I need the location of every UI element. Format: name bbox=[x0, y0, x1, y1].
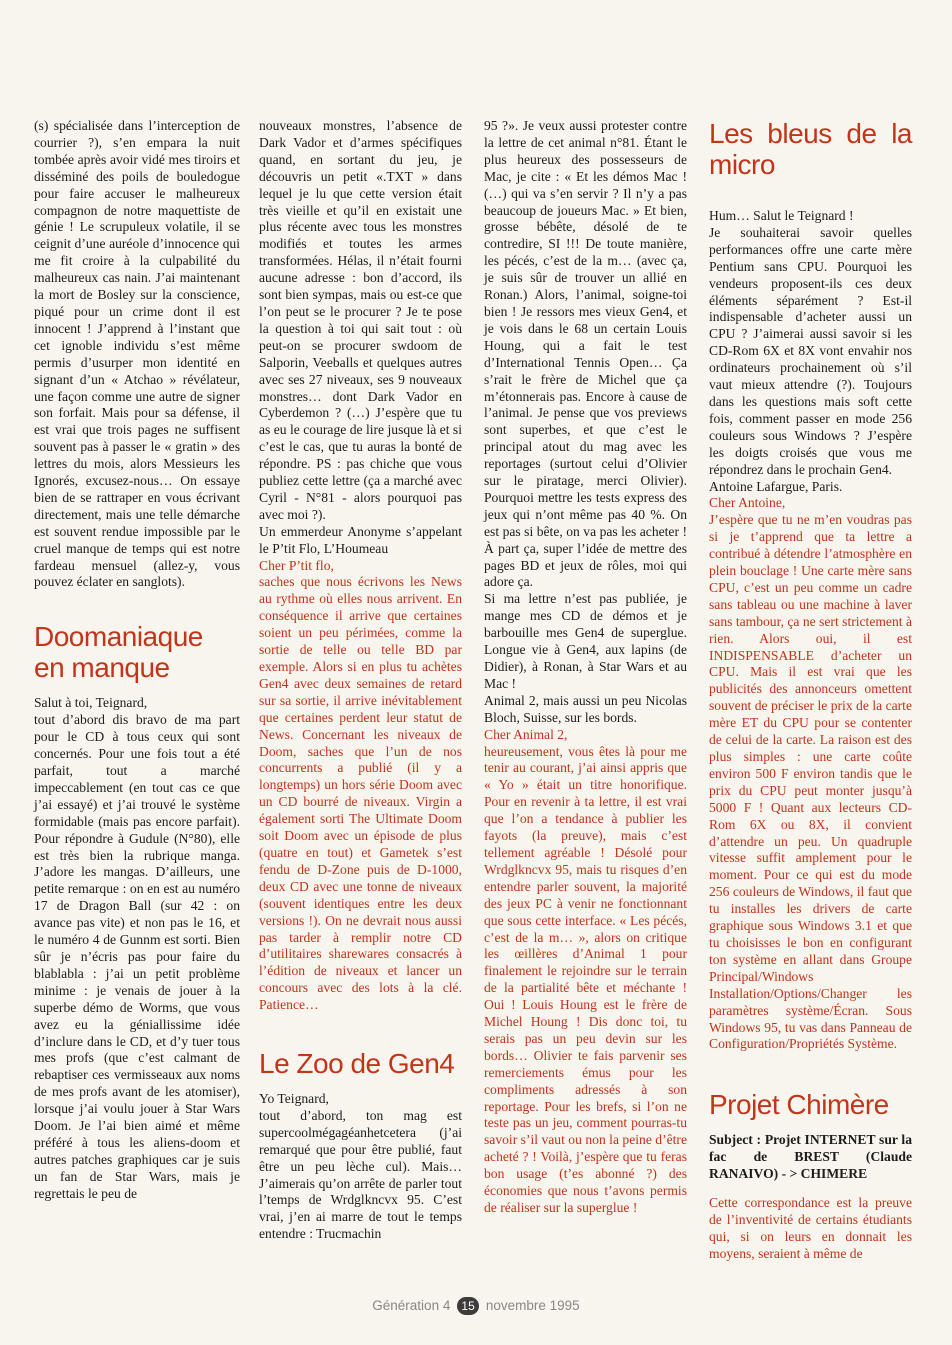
letter-greeting: Hum… Salut le Teignard ! bbox=[709, 208, 854, 223]
letter-signature: Un emmerdeur Anonyme s’appelant le P’tit Flo, L’Houmeau bbox=[259, 523, 462, 556]
letter-greeting: Yo Teignard, bbox=[259, 1091, 329, 1107]
section-title-bleus: Les bleus de la micro bbox=[709, 118, 912, 180]
magazine-name: Génération 4 bbox=[372, 1298, 451, 1313]
column-2 bbox=[259, 118, 462, 1243]
page-number: 15 bbox=[457, 1297, 479, 1315]
section-title-chimere: Projet Chimère bbox=[709, 1089, 889, 1121]
reply-greeting: Cher P’tit flo, bbox=[259, 557, 334, 573]
letter-text: Je souhaiterai savoir quelles performances offre une carte mère Pentium sans CPU. Pourquoi les vendeurs proposent-ils ces deux éléments séparément ? Est-il indispensable d’acheter aussi un CPU ? J’aimerai aussi savoir si les CD-Rom 6X et 8X vont envahir nos ordinateurs prochainement où s’il vaut mieux attendre (?). Toujours dans les questions mais soft cette fois, comment passer en mode 256 couleurs sous Windows ? J’espère les doigts croisés que vous me répondrez dans le prochain Gen4. bbox=[709, 224, 912, 477]
section-title-doomaniaque: Doomaniaque en manque bbox=[34, 621, 203, 684]
letter-text: tout d’abord dis bravo de ma part pour le CD à tous ceux qui sont concernés. Pour une fois tout a été parfait, tout a marché impeccablement (en tout cas ce que j’ai essayé) et j’ai trouvé le système formidable (mais pas encore parfait). Pour répondre à Gudule (N°80), elle est très bien la rubrique manga. J’adore les mangas. D’ailleurs, une petite remarque : on en est au numéro 17 de Dragon Ball (sur 42 : on avance pas vite) et non pas le 16, et le numéro 4 de Gunnm est sorti. Bien sûr je n’écris pas pour faire du blablabla : j’ai un petit problème minime : je venais de jouer à la superbe démo de Worms, que vous avez eu la géniallissime idée d’inclure dans le CD, et d’y tuer tous mes profs (que c’est calmant de rebaptiser ces vermisseaux aux noms de mes profs avant de les atomiser), lorsque j’ai voulu jouer à Star Wars Doom. Je l’ai bien aimé et même préféré à tous les aliens-doom et autres patches graphiques car je suis un fan de Star Wars, mais je regrettais le peu de bbox=[34, 712, 240, 1201]
email-subject: Subject : Projet INTERNET sur la fac de BREST (Claude RANAIVO) - > CHIMERE bbox=[709, 1132, 912, 1182]
reply-text: J’espère que tu ne m’en voudras pas si je t’apprend que ta lettre a contribué à détendre l’atmosphère en plein bouclage ! Une carte mère sans CPU, c’est un peu comme un cadre sans tableau ou une machine à laver sans tambour, ça ne sert strictement à rien. Alors oui, il est INDISPENSABLE d’acheter un CPU. Mais il est vrai que les publicités des annonceurs omettent souvent de préciser le prix de la carte mère ET du CPU pour se contenter de celui de la carte. La raison est des plus simples : une carte coûte environ 500 F environ tandis que le prix du CPU peut monter jusqu’à 5000 F ! Quant aux lecteurs CD-Rom 6X ou 8X, il convient d’attendre un peu. Un quadruple vitesse suffit amplement pour le moment. Pour ce qui est du mode 256 couleurs de Windows, il faut que tu installes les drivers de carte graphique sous Windows 3.1 et que tu choisisses le bon en configurant ton système en allant dans Groupe Principal/Windows Installation/Options/Changer les paramètres système/Écran. Sous Windows 95, tu vas dans Panneau de Configuration/Propriétés Système. bbox=[709, 512, 912, 1052]
letter-signature: Antoine Lafargue, Paris. bbox=[709, 478, 843, 494]
column-1 bbox=[34, 118, 240, 1203]
letter-text: nouveaux monstres, l’absence de Dark Vador et d’armes spécifiques quand, en sortant du jeu, je découvris un petit «.TXT » dans lequel je lu que cette version était très vieille et qu’il en existait une plus récente avec tous les monstres modifiés et toutes les armes transformées. Hélas, il n’était fourni aucune adresse : bon d’accord, ils sont bien sympas, mais ou est-ce que l’on peut se le procurer ? Je te pose la question à toi qui sait tout : où peut-on se procurer swdoom de Salporin, Veeballs et quelques autres avec ses 27 niveaux, ses 9 nouveaux monstres… dont Dark Vador en Cyberdemon ? (…) J’espère que tu as eu le courage de lire jusque là et si c’est le cas, que tu auras la bonté de répondre. PS : pas chiche que vous publiez cette lettre (ça a marché avec Cyril - N°81 - alors pourquoi pas avec moi ?). bbox=[259, 118, 462, 522]
reply-text: saches que nous écrivons les News au rythme où elles nous arrivent. En conséquence il arrive que certaines soient un peu périmées, comme la sortie de telle ou telle BD par exemple. Alors si en plus tu achètes Gen4 avec deux semaines de retard sur sa sortie, il arrive inévitablement que certaines perdent leur statut de News. Concernant les niveaux de Doom, saches que l’un de nos concurrents a publié (il y a longtemps) un hors série Doom avec un CD bourré de niveaux. Virgin a également sorti The Ultimate Doom soit Doom avec un épisode de plus (quatre en tout) et Gametek s’est fendu de D-Zone puis de D-1000, deux CD avec une tonne de niveaux (souvent identiques entre les deux versions !). On ne devrait nous aussi pas tarder à remplir notre CD d’utilitaires sharewares consacrés à l’édition de niveaux et lancer un concours avec des lots à la clé. Patience… bbox=[259, 574, 462, 1013]
letter-text: (s) spécialisée dans l’interception de courrier ?), s’en empara la nuit tombée après avoir vidé mes tiroirs et disséminé des poils de bouledogue pour faire accuser le malheureux compagnon de notre maquettiste de génie ! Le scrupuleux volatile, il se ceignit d’une auréole d’innocence qui me fit croire à la culpabilité du malheureux cas nain. J’ai maintenant la mort de Bosley sur la conscience, piqué pour un crime dont il est innocent ! J’apprend à l’instant que cet ignoble individu s’est même permis d’usurper mon identité en signant d’un « Atchao » révélateur, une façon comme une autre de signer son forfait. Mais pour sa défense, il est vrai que trois pages ne suffisent souvent pas à passer le « gratin » des lettres du mois, alors Messieurs les Ignorés, excusez-nous… On essaye bien de se rattraper en vous écrivant directement, mais une telle démarche est souvent rendue impossible par le cruel manque de temps qui est notre fardeau mensuel (allez-y, vous pouvez éclater en sanglots). bbox=[34, 118, 240, 590]
column-3 bbox=[484, 118, 687, 1217]
letter-signature: Animal 2, mais aussi un peu Nicolas Bloch, Suisse, sur les bords. bbox=[484, 692, 687, 725]
section-title-zoo: Le Zoo de Gen4 bbox=[259, 1048, 455, 1080]
letter-greeting: Salut à toi, Teignard, bbox=[34, 695, 148, 711]
reply-text: heureusement, vous êtes là pour me tenir au courant, j’ai ainsi appris que « Yo » était un titre honorifique. Pour en revenir à ta lettre, il est vrai que l’on a tendance à publier les fayots (la preuve), mais c’est tellement agréable ! Désolé pour Wrdglkncvx 95, mais tu risques d’en entendre parler souvent, la majorité des jeux PC à venir ne fonctionnant que sous cette interface. « Les pécés, c’est de la m… », alors on critique les œillères d’Animal 1 pour finalement le rejoindre sur le terrain de la partialité bête et méchante ! Oui ! Louis Houng est le frère de Michel Houng ! Dis donc toi, tu serais pas un peu devin sur les bords… Olivier te fais parvenir ses remerciements émus pour les compliments adressés à son reportage. Pour les brefs, si l’on ne teste pas un jeu, comment pourras-tu savoir s’il vaut ou non la peine d’être acheté ? ! Voilà, j’espère que tu feras bon usage (t’es abonné ?) des économies que nous t’avons permis de réaliser sur la superglue ! bbox=[484, 743, 687, 1215]
reply-text: Cette correspondance est la preuve de l’inventivité de certains étudiants qui, si on leurs en donnait les moyens, seraient à même de bbox=[709, 1195, 912, 1261]
reply-greeting: Cher Antoine, bbox=[709, 495, 786, 511]
letter-text: Si ma lettre n’est pas publiée, je mange mes CD de démos et je barbouille mes Gen4 de superglue. Longue vie à Gen4, aux lapins (de Didier), à Ronan, à Star Wars et au Mac ! bbox=[484, 591, 687, 691]
letter-text: tout d’abord, ton mag est supercoolmégagéanhetcetera (j’ai remarqué que pour être publié, faut être un peu lèche cul). Mais… J’aimerais qu’on arrête de parler tout l’temps de Wrdglkncvx 95. C’est vrai, j’en ai marre de tout le temps entendre : Trucmachin bbox=[259, 1107, 462, 1242]
letter-text: 95 ?». Je veux aussi protester contre la lettre de cet animal n°81. Étant le plus heureux des possesseurs de Mac, je cite : « Et les démos Mac ! (…) qui va s’en servir ? Il n’y a pas beaucoup de joueurs Mac. » Et bien, grosse bébête, désolé de te contredire, SI !!! De toute manière, les pécés, c’est de la m… (avec ça, je suis sûr de trouver un allié en Ronan.) Alors, l’animal, soigne-toi bien ! Je ressors mes vieux Gen4, et je vois dans le 68 un certain Louis Houng, qui a fait le test d’International Tennis Open… Ça s’rait le frère de Michel que ça m’étonnerais pas. Encore à cause de l’animal. Je pense que vos previews sont superbes, et que c’est le principal atout du mag avec les reportages (surtout celui d’Olivier sur le piratage, merci Olivier). Pourquoi mettre les tests express des jeux qui n’ont même pas 40 %. On est pas si bête, on va pas les acheter ! À part ça, super l’idée de mettre des pages BD et jeux de rôles, moi qui adore ça. bbox=[484, 118, 687, 590]
issue-date: novembre 1995 bbox=[485, 1298, 580, 1313]
column-4 bbox=[709, 118, 912, 1263]
page-footer bbox=[0, 1297, 952, 1315]
reply-greeting: Cher Animal 2, bbox=[484, 726, 568, 742]
